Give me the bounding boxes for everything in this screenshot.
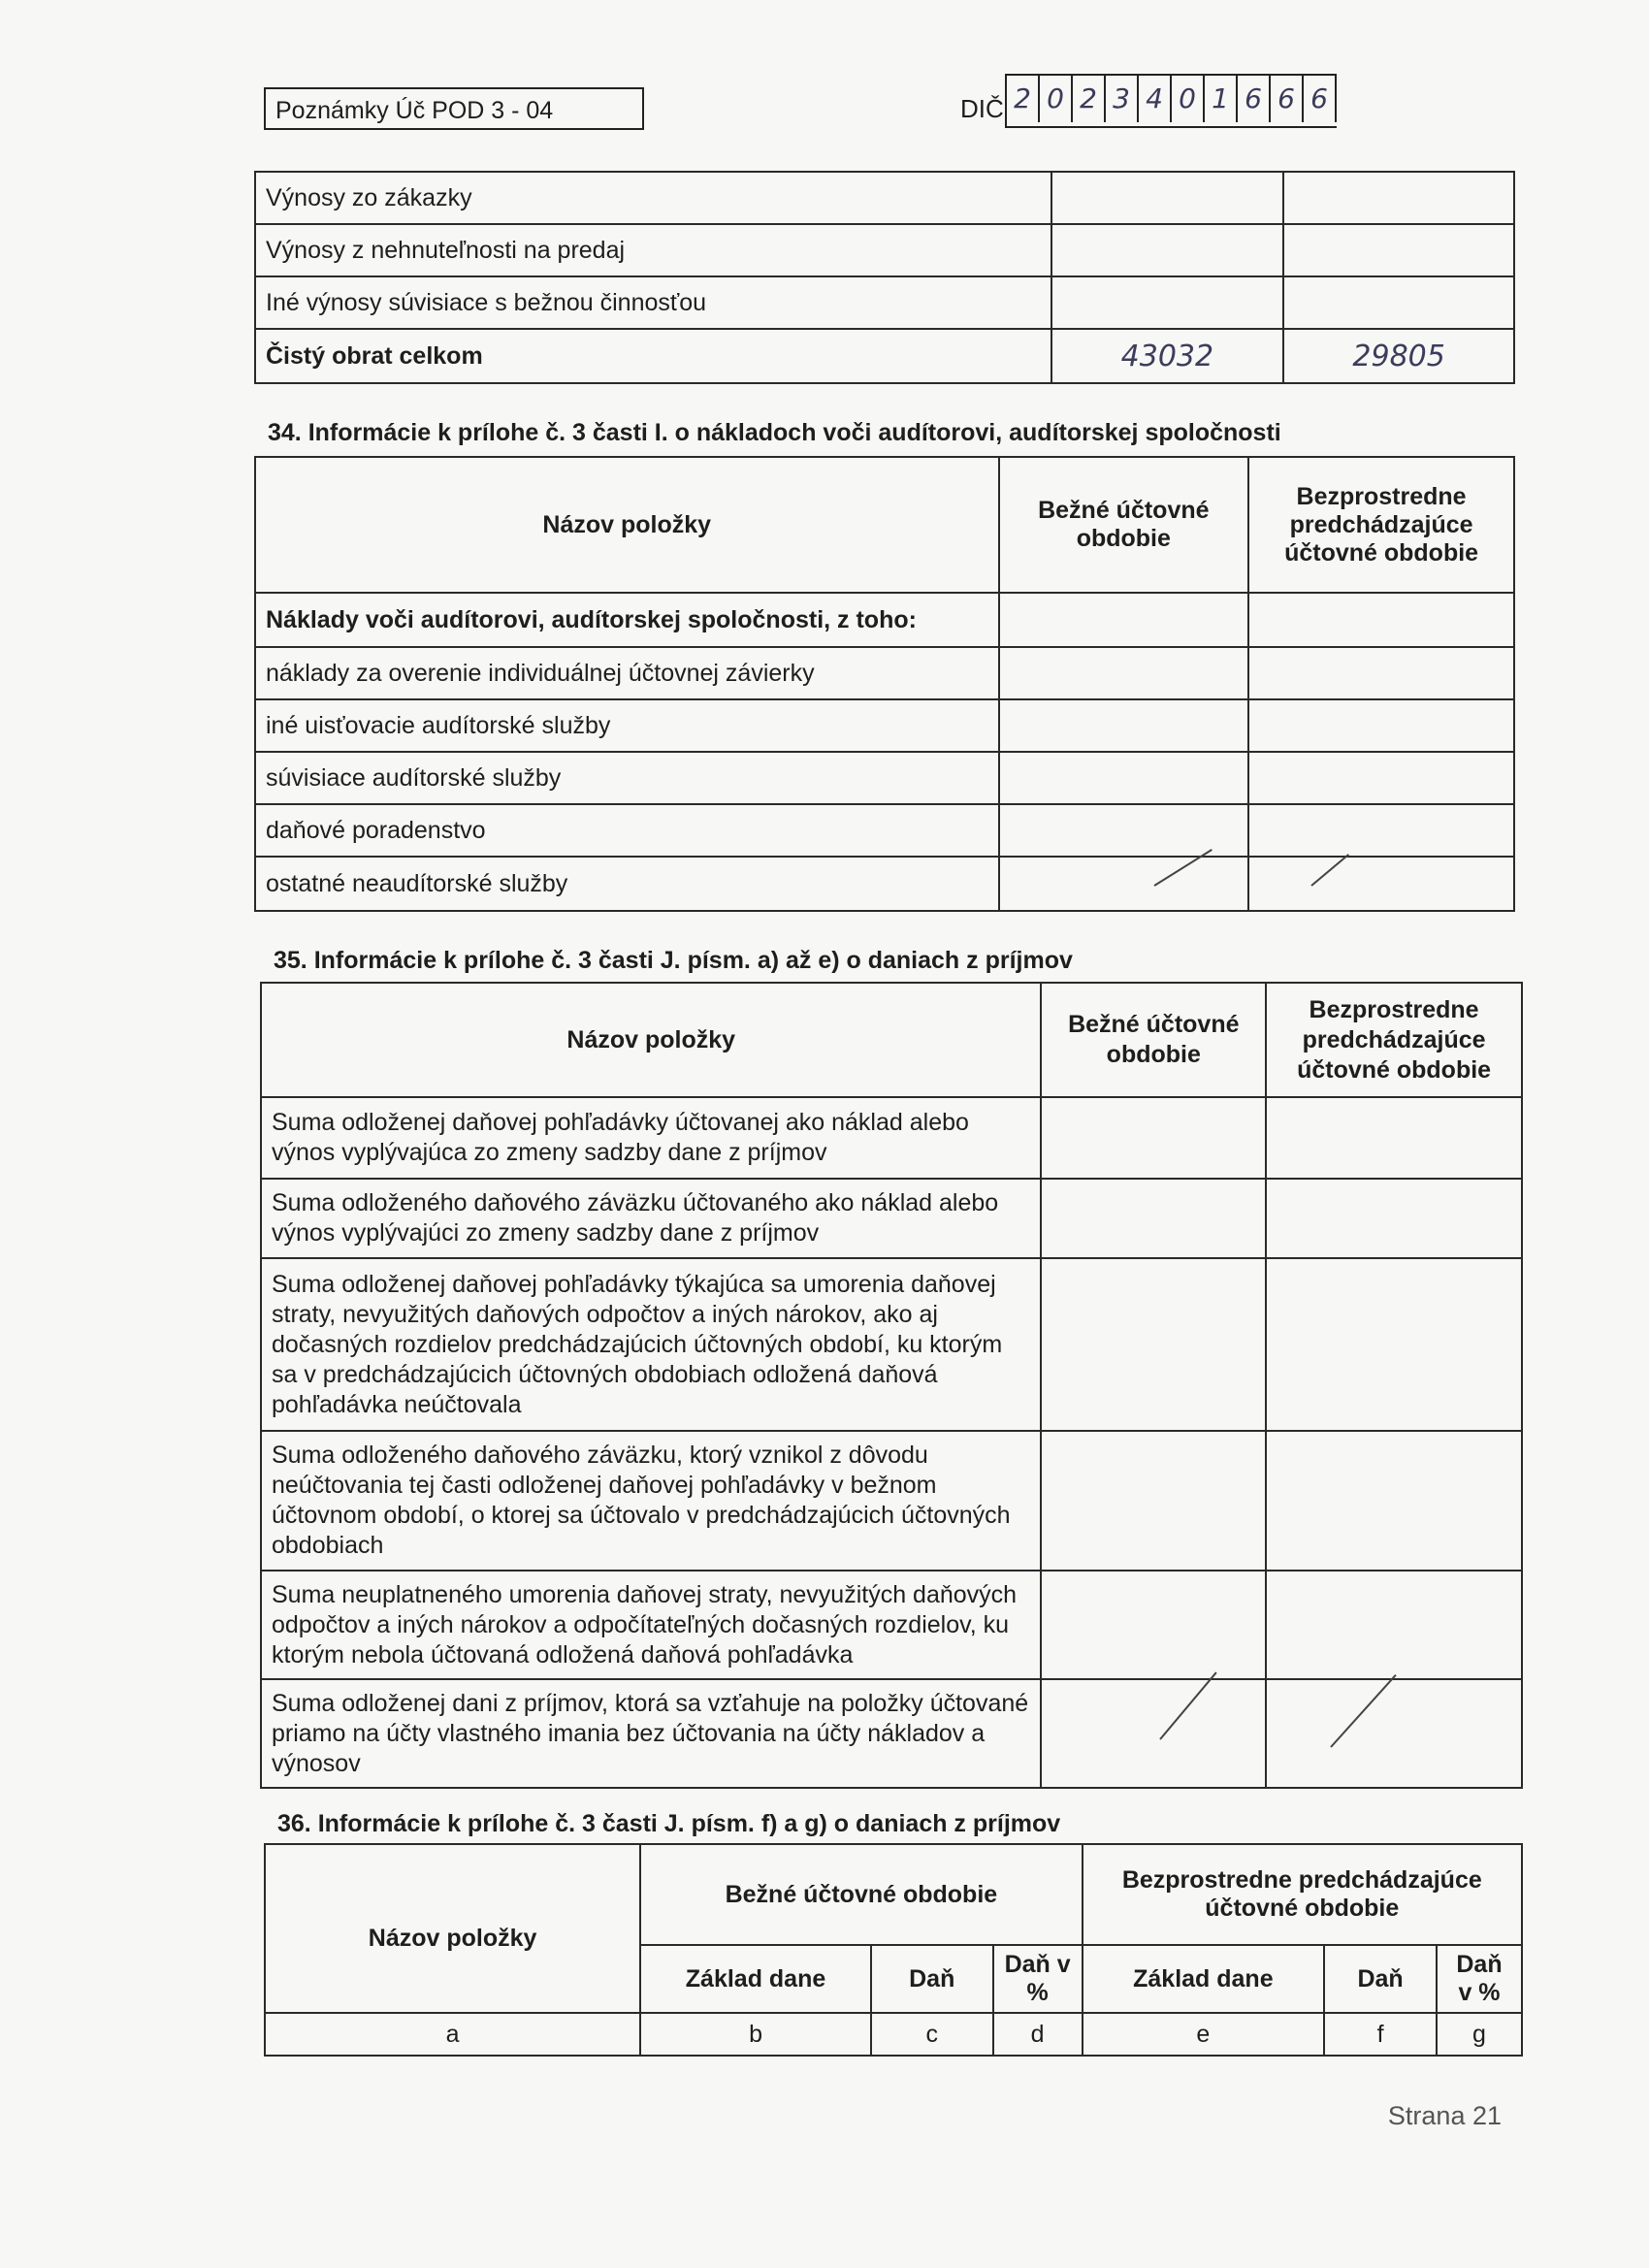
cell-previous xyxy=(1266,1679,1522,1788)
group-previous-header: Bezprostredne predchádzajúce účtovné obdobie xyxy=(1083,1844,1522,1945)
row-label: Suma odloženej daňovej pohľadávky týkajúca sa umorenia daňovej straty, nevyužitých daňových odpočtov a iných nárokov, ako aj dočasných rozdielov predchádzajúcich účtovných období, ku ktorým sa v predchádzajúcich účtovných obdobiach odložená daňová pohľadávka neúčtovala xyxy=(261,1258,1041,1431)
cell-previous xyxy=(1266,1179,1522,1258)
row-label: ostatné neaudítorské služby xyxy=(255,857,999,911)
sub-base-header: Základ dane xyxy=(1083,1945,1325,2013)
auditor-costs-table xyxy=(254,456,1515,912)
page-number: Strana 21 xyxy=(1387,2101,1502,2130)
table-row xyxy=(255,752,1514,804)
cell-previous xyxy=(1248,752,1514,804)
cell-previous xyxy=(1283,172,1514,224)
cell-previous xyxy=(1266,1258,1522,1431)
table-row xyxy=(255,593,1514,647)
row-label: Náklady voči audítorovi, audítorskej spoločnosti, z toho: xyxy=(255,593,999,647)
form-label: Poznámky Úč POD 3 - 04 xyxy=(264,87,644,130)
cell-previous xyxy=(1266,1431,1522,1571)
table-header-row xyxy=(265,1844,1522,1945)
table-row xyxy=(261,1097,1522,1179)
table-row xyxy=(255,804,1514,857)
cell-previous xyxy=(1248,857,1514,911)
col-letter: d xyxy=(993,2013,1083,2056)
cell-previous xyxy=(1248,647,1514,699)
sub-pct-header: Daň v % xyxy=(993,1945,1083,2013)
dic-digit: 2 xyxy=(1073,76,1106,122)
section-35-title: 35. Informácie k prílohe č. 3 časti J. písm. a) až e) o daniach z príjmov xyxy=(274,947,1073,974)
col-letter: a xyxy=(265,2013,640,2056)
sub-tax-header: Daň xyxy=(1324,1945,1437,2013)
cell-previous xyxy=(1248,593,1514,647)
cell-current xyxy=(1051,276,1284,329)
dic-digit: 6 xyxy=(1271,76,1304,122)
cell-current xyxy=(1041,1679,1266,1788)
cell-previous xyxy=(1266,1571,1522,1679)
tax-rates-table xyxy=(264,1843,1523,2057)
cell-current xyxy=(999,752,1249,804)
table-row xyxy=(255,329,1514,383)
cell-current xyxy=(1041,1258,1266,1431)
cell-current xyxy=(999,647,1249,699)
table-row xyxy=(255,699,1514,752)
table-row xyxy=(255,857,1514,911)
table-row xyxy=(261,1431,1522,1571)
sub-tax-header: Daň xyxy=(871,1945,993,2013)
table-row xyxy=(255,647,1514,699)
row-label: Suma odloženej daňovej pohľadávky účtovanej ako náklad alebo výnos vyplývajúca zo zmeny sadzby dane z príjmov xyxy=(261,1097,1041,1179)
cell-current xyxy=(999,857,1249,911)
cell-current xyxy=(1041,1097,1266,1179)
cell-current: 43032 xyxy=(1051,329,1284,383)
col-letter: g xyxy=(1437,2013,1522,2056)
row-label: Výnosy z nehnuteľnosti na predaj xyxy=(255,224,1051,276)
revenue-table xyxy=(254,171,1515,384)
col-name-header: Názov položky xyxy=(255,457,999,593)
cell-previous: 29805 xyxy=(1283,329,1514,383)
col-name-header: Názov položky xyxy=(261,983,1041,1097)
row-label: Suma odloženého daňového záväzku účtovaného ako náklad alebo výnos vyplývajúci zo zmeny sadzby dane z príjmov xyxy=(261,1179,1041,1258)
col-letter: f xyxy=(1324,2013,1437,2056)
dic-digit: 1 xyxy=(1205,76,1238,122)
cell-previous xyxy=(1248,699,1514,752)
section-34-title: 34. Informácie k prílohe č. 3 časti I. o nákladoch voči audítorovi, audítorskej spoločnosti xyxy=(268,419,1281,446)
col-current-header: Bežné účtovné obdobie xyxy=(1041,983,1266,1097)
col-letter: c xyxy=(871,2013,993,2056)
row-label: súvisiace audítorské služby xyxy=(255,752,999,804)
sub-base-header: Základ dane xyxy=(640,1945,871,2013)
cell-previous xyxy=(1283,276,1514,329)
col-name-header: Názov položky xyxy=(265,1844,640,2013)
dic-boxes xyxy=(1005,74,1337,128)
dic-digit: 2 xyxy=(1007,76,1040,122)
table-row xyxy=(261,1571,1522,1679)
row-label: Iné výnosy súvisiace s bežnou činnosťou xyxy=(255,276,1051,329)
row-label: Suma odloženého daňového záväzku, ktorý vznikol z dôvodu neúčtovania tej časti odloženej daňovej pohľadávky v bežnom účtovnom období, o ktorej sa účtovalo v predchádzajúcich účtovných obdobiach xyxy=(261,1431,1041,1571)
table-header-row xyxy=(261,983,1522,1097)
col-current-header: Bežné účtovné obdobie xyxy=(999,457,1249,593)
cell-current xyxy=(1051,224,1284,276)
cell-previous xyxy=(1248,804,1514,857)
cell-current xyxy=(1041,1179,1266,1258)
col-previous-header: Bezprostredne predchádzajúce účtovné obdobie xyxy=(1248,457,1514,593)
table-letter-row xyxy=(265,2013,1522,2056)
cell-previous xyxy=(1283,224,1514,276)
table-row xyxy=(255,172,1514,224)
table-header-row xyxy=(255,457,1514,593)
cell-current xyxy=(999,593,1249,647)
row-label: Suma neuplatneného umorenia daňovej straty, nevyužitých daňových odpočtov a iných nárokov a odpočítateľných dočasných rozdielov, ku ktorým nebola účtovaná odložená daňová pohľadávka xyxy=(261,1571,1041,1679)
dic-digit: 0 xyxy=(1172,76,1205,122)
table-row xyxy=(255,224,1514,276)
col-letter: b xyxy=(640,2013,871,2056)
table-row xyxy=(255,276,1514,329)
sub-pct-header: Daň v % xyxy=(1437,1945,1522,2013)
col-letter: e xyxy=(1083,2013,1325,2056)
dic-digit: 6 xyxy=(1238,76,1271,122)
cell-previous xyxy=(1266,1097,1522,1179)
income-tax-table xyxy=(260,982,1523,1789)
table-row xyxy=(261,1679,1522,1788)
cell-current xyxy=(1041,1431,1266,1571)
row-label: Výnosy zo zákazky xyxy=(255,172,1051,224)
cell-current xyxy=(999,699,1249,752)
table-row xyxy=(261,1258,1522,1431)
row-label: náklady za overenie individuálnej účtovnej závierky xyxy=(255,647,999,699)
dic-digit: 6 xyxy=(1304,76,1337,122)
cell-current xyxy=(1051,172,1284,224)
dic-digit: 4 xyxy=(1139,76,1172,122)
dic-digit: 0 xyxy=(1040,76,1073,122)
row-label: Suma odloženej dani z príjmov, ktorá sa vzťahuje na položky účtované priamo na účty vlastného imania bez účtovania na účty nákladov a výnosov xyxy=(261,1679,1041,1788)
dic-label: DIČ xyxy=(960,94,1004,123)
group-current-header: Bežné účtovné obdobie xyxy=(640,1844,1082,1945)
dic-digit: 3 xyxy=(1106,76,1139,122)
row-label: Čistý obrat celkom xyxy=(255,329,1051,383)
col-previous-header: Bezprostredne predchádzajúce účtovné obdobie xyxy=(1266,983,1522,1097)
table-row xyxy=(261,1179,1522,1258)
cell-current xyxy=(1041,1571,1266,1679)
section-36-title: 36. Informácie k prílohe č. 3 časti J. písm. f) a g) o daniach z príjmov xyxy=(277,1810,1061,1837)
row-label: daňové poradenstvo xyxy=(255,804,999,857)
row-label: iné uisťovacie audítorské služby xyxy=(255,699,999,752)
